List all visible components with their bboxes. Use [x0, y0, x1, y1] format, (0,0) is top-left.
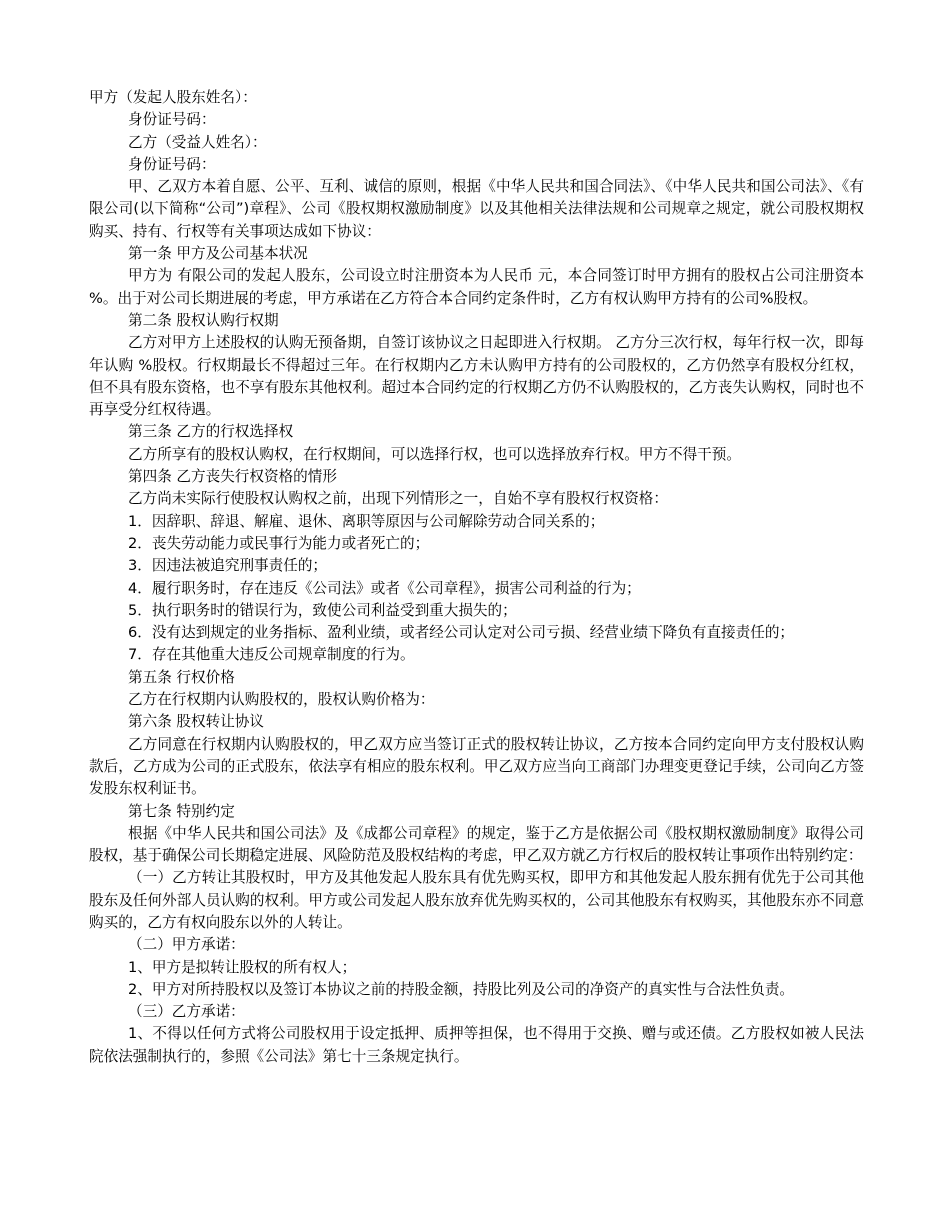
article-1-body: 甲方为 有限公司的发起人股东，公司设立时注册资本为人民币 元，本合同签订时甲方拥有的股权占公司注册资本 %。出于对公司长期进展的考虑，甲方承诺在乙方符合本合同约定条件时，乙方有权认购甲方持有的公司%股权。	[89, 267, 864, 307]
article-6-body: 乙方同意在行权期内认购股权的，甲乙双方应当签订正式的股权转让协议，乙方按本合同约定向甲方支付股权认购款后，乙方成为公司的正式股东，依法享有相应的股东权利。甲乙双方应当向工商部门办理变更登记手续，公司向乙方签发股东权利证书。	[89, 735, 864, 798]
article-7-section-2-item-1: 1、甲方是拟转让股权的所有权人；	[128, 958, 357, 976]
article-7-section-3-item-1: 1、不得以任何方式将公司股权用于设定抵押、质押等担保，也不得用于交换、赠与或还债。乙方股权如被人民法院依法强制执行的，参照《公司法》第七十三条规定执行。	[89, 1025, 864, 1065]
article-7-section-2-item-2: 2、甲方对所持股权以及签订本协议之前的持股金额，持股比列及公司的净资产的真实性与合法性负责。	[128, 980, 795, 998]
article-4-item-6: 6．没有达到规定的业务指标、盈利业绩，或者经公司认定对公司亏损、经营业绩下降负有直接责任的；	[128, 624, 795, 642]
preamble: 甲、乙双方本着自愿、公平、互利、诚信的原则，根据《中华人民共和国合同法》、《中华人民共和国公司法》、《有限公司(以下简称“公司”)章程》、公司《股权期权激励制度》以及其他相关法律法规和公司规章之规定，就公司股权期权购买、持有、行权等有关事项达成如下协议：	[89, 178, 864, 240]
article-3-body: 乙方所享有的股权认购权，在行权期间，可以选择行权，也可以选择放弃行权。甲方不得干预。	[128, 445, 741, 463]
party-a-id: 身份证号码：	[128, 111, 216, 129]
party-b-id: 身份证号码：	[128, 155, 216, 173]
article-7-section-2-heading: （二）甲方承诺：	[128, 936, 245, 954]
article-4-item-7: 7．存在其他重大违反公司规章制度的行为。	[128, 646, 415, 664]
article-6-heading: 第六条 股权转让协议	[128, 713, 264, 731]
article-5-heading: 第五条 行权价格	[128, 668, 235, 686]
article-7-heading: 第七条 特别约定	[128, 802, 235, 820]
article-4-item-1: 1．因辞职、辞退、解雇、退休、离职等原因与公司解除劳动合同关系的；	[128, 512, 605, 530]
party-a-label: 甲方（发起人股东姓名）：	[89, 89, 257, 106]
article-4-item-5: 5．执行职务时的错误行为，致使公司利益受到重大损失的；	[128, 601, 517, 619]
article-7-section-1: （一）乙方转让其股权时，甲方及其他发起人股东具有优先购买权，即甲方和其他发起人股东拥有优先于公司其他股东及任何外部人员认购的权利。甲方或公司发起人股东放弃优先购买权的，公司其他股东有权购买，其他股东亦不同意购买的，乙方有权向股东以外的人转让。	[89, 869, 864, 931]
article-7-section-3-heading: （三）乙方承诺：	[128, 1003, 245, 1021]
document-body	[89, 87, 864, 1068]
article-1-heading: 第一条 甲方及公司基本状况	[128, 245, 308, 263]
article-4-heading: 第四条 乙方丧失行权资格的情形	[128, 468, 337, 486]
article-4-item-4: 4．履行职务时，存在违反《公司法》或者《公司章程》，损害公司利益的行为；	[128, 579, 641, 597]
article-7-intro: 根据《中华人民共和国公司法》及《成都公司章程》的规定，鉴于乙方是依据公司《股权期权激励制度》取得公司股权，基于确保公司长期稳定进展、风险防范及股权结构的考虑，甲乙双方就乙方行权后的股权转让事项作出特别约定：	[89, 824, 864, 865]
article-4-item-3: 3．因违法被追究刑事责任的；	[128, 557, 328, 575]
article-2-body: 乙方对甲方上述股权的认购无预备期，自签订该协议之日起即进入行权期。 乙方分三次行权，每年行权一次，即每年认购 %股权。行权期最长不得超过三年。在行权期内乙方未认购甲方持有的公司股权的，乙方仍然享有股权分红权，但不具有股东资格，也不享有股东其他权利。超过本合同约定的行权期乙方仍不认购股权的，乙方丧失认购权，同时也不再享受分红权待遇。	[89, 334, 864, 419]
article-2-heading: 第二条 股权认购行权期	[128, 311, 279, 329]
article-4-item-2: 2．丧失劳动能力或民事行为能力或者死亡的；	[128, 534, 430, 552]
party-b-label: 乙方（受益人姓名）：	[128, 133, 267, 151]
article-3-heading: 第三条 乙方的行权选择权	[128, 423, 294, 441]
article-5-body: 乙方在行权期内认购股权的，股权认购价格为：	[128, 691, 435, 709]
article-4-intro: 乙方尚未实际行使股权认购权之前，出现下列情形之一，自始不享有股权行权资格：	[128, 490, 668, 508]
